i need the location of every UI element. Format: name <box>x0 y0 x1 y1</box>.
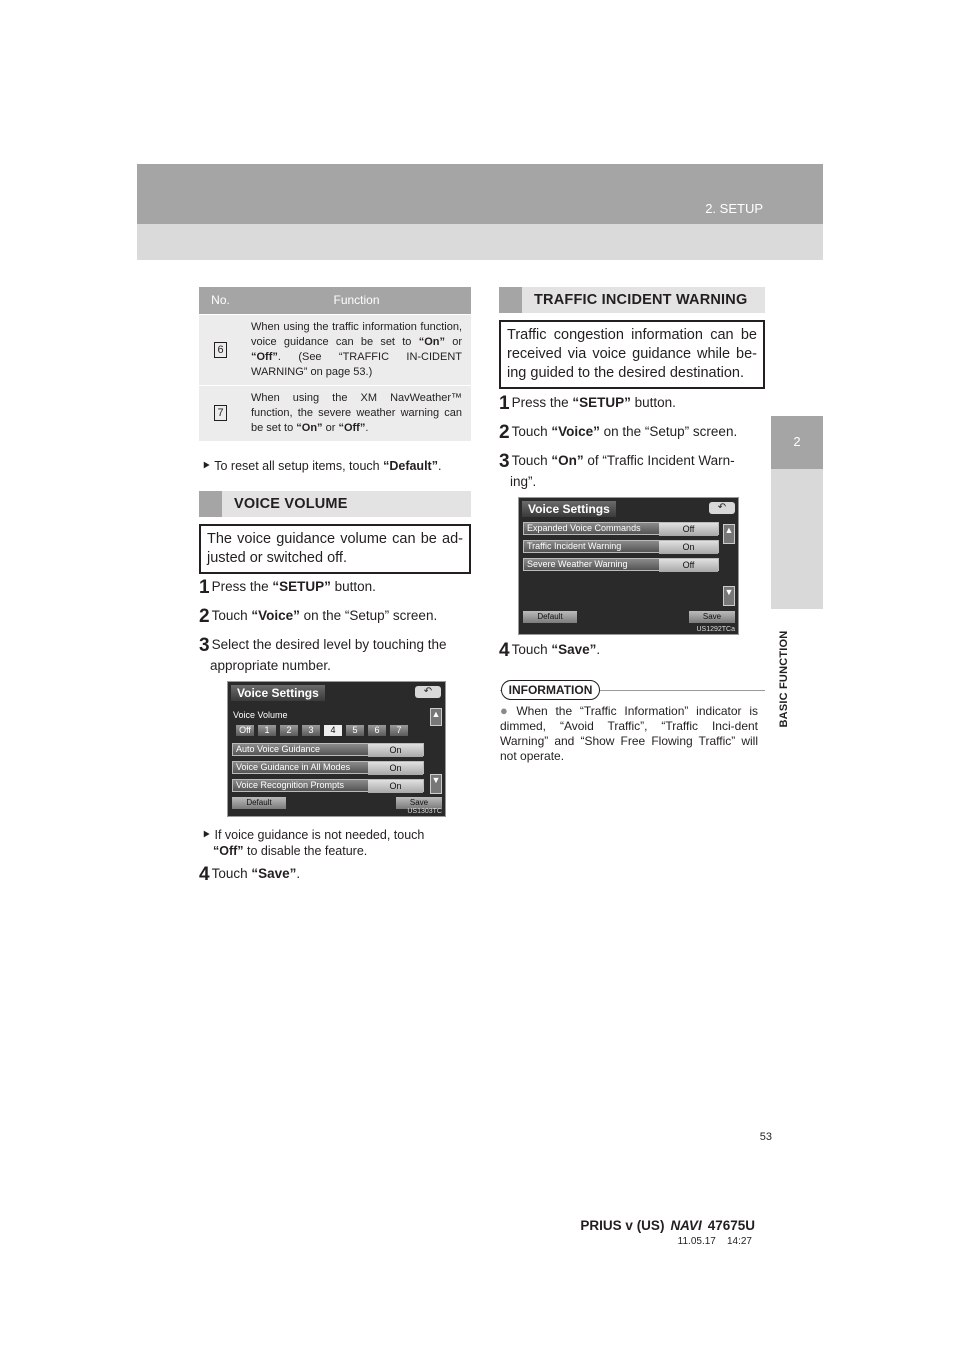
table-header-function: Function <box>242 287 471 314</box>
expanded-voice-commands-row[interactable]: Expanded Voice Commands <box>523 522 719 535</box>
header-subband <box>137 224 823 260</box>
chapter-number-tab: 2 <box>771 416 823 469</box>
row-number-badge: 7 <box>214 405 227 421</box>
voice-settings-screen-traffic <box>518 497 739 635</box>
screen-code: US1303TC <box>407 808 442 815</box>
traffic-warning-intro: Traffic congestion information can be received via voice guidance while be-ing guided to the desired destination. <box>499 320 765 389</box>
table-cell-function: When using the XM NavWeather™ function, the severe weather warning can be set to “On” or “Off”. <box>242 385 471 441</box>
back-button[interactable]: ↶ <box>709 502 735 514</box>
table-row <box>199 385 471 441</box>
save-button[interactable]: Save <box>689 611 735 623</box>
severe-weather-warning-row[interactable]: Severe Weather Warning <box>523 558 719 571</box>
level-5-button[interactable]: 5 <box>346 725 364 736</box>
scroll-up-button[interactable]: ▲ <box>723 524 735 544</box>
level-1-button[interactable]: 1 <box>258 725 276 736</box>
level-7-button[interactable]: 7 <box>390 725 408 736</box>
voice-guidance-all-modes-value[interactable]: On <box>368 762 423 775</box>
tw-step-4: 4 Touch “Save”. <box>499 640 601 661</box>
back-button[interactable]: ↶ <box>415 686 441 698</box>
scroll-up-button[interactable]: ▲ <box>430 708 442 726</box>
level-2-button[interactable]: 2 <box>280 725 298 736</box>
voice-recognition-prompts-value[interactable]: On <box>368 780 423 793</box>
table-row <box>199 314 471 385</box>
table-cell-function: When using the traffic information function, voice guidance can be set to “On” or “Off”. (See “TRAFFIC IN-CIDENT WARNING” on page 53.) <box>242 314 471 385</box>
table-header-no: No. <box>199 287 242 314</box>
function-table <box>199 287 471 441</box>
information-tab: INFORMATION <box>501 680 600 700</box>
scroll-down-button[interactable]: ▼ <box>430 774 442 794</box>
voice-volume-intro: The voice guidance volume can be ad-justed or switched off. <box>199 524 471 574</box>
auto-voice-guidance-value[interactable]: On <box>368 744 423 757</box>
voice-off-note: ⯈ If voice guidance is not needed, touch “Off” to disable the feature. <box>201 828 425 858</box>
page-number: 53 <box>759 1131 772 1143</box>
save-button[interactable]: Save <box>396 797 442 809</box>
traffic-warning-heading: TRAFFIC INCIDENT WARNING <box>499 287 765 313</box>
voice-guidance-all-modes-row[interactable]: Voice Guidance in All Modes <box>232 761 424 774</box>
expanded-voice-commands-value[interactable]: Off <box>659 523 718 536</box>
voice-recognition-prompts-row[interactable]: Voice Recognition Prompts <box>232 779 424 792</box>
default-button[interactable]: Default <box>232 797 286 809</box>
tw-step-2: 2 Touch “Voice” on the “Setup” screen. <box>499 422 738 443</box>
vv-step-4: 4 Touch “Save”. <box>199 864 301 885</box>
chapter-side-tab <box>771 469 823 609</box>
screen-code: US1292TCa <box>696 626 735 633</box>
row-number-badge: 6 <box>214 342 227 358</box>
traffic-incident-warning-value[interactable]: On <box>659 541 718 554</box>
voice-volume-heading: VOICE VOLUME <box>199 491 471 517</box>
reset-note: ⯈ To reset all setup items, touch “Default”. <box>201 459 442 473</box>
chapter-label: BASIC FUNCTION <box>778 630 790 728</box>
auto-voice-guidance-row[interactable]: Auto Voice Guidance <box>232 743 424 756</box>
screen-title: Voice Settings <box>522 501 616 517</box>
tw-step-1: 1 Press the “SETUP” button. <box>499 393 676 414</box>
level-off-button[interactable]: Off <box>236 725 254 736</box>
scroll-down-button[interactable]: ▼ <box>723 586 735 606</box>
severe-weather-warning-value[interactable]: Off <box>659 559 718 572</box>
header-band <box>137 164 823 224</box>
screen-title: Voice Settings <box>231 685 325 701</box>
level-3-button[interactable]: 3 <box>302 725 320 736</box>
footer-model: PRIUS v (US) NAVI 47675U <box>580 1218 755 1233</box>
level-4-button[interactable]: 4 <box>324 725 342 736</box>
bullet-icon: ● <box>500 703 513 718</box>
vv-step-3: 3 Select the desired level by touching the appropriate number. <box>199 635 447 673</box>
vv-step-1: 1 Press the “SETUP” button. <box>199 577 376 598</box>
tw-step-3: 3 Touch “On” of “Traffic Incident Warn- ing”. <box>499 451 735 489</box>
section-title: 2. SETUP <box>705 201 763 216</box>
default-button[interactable]: Default <box>523 611 577 623</box>
footer-timestamp: 11.05.17 14:27 <box>677 1236 752 1247</box>
level-6-button[interactable]: 6 <box>368 725 386 736</box>
traffic-incident-warning-row[interactable]: Traffic Incident Warning <box>523 540 719 553</box>
voice-volume-label: Voice Volume <box>233 710 288 720</box>
voice-settings-screen <box>227 681 446 817</box>
information-text: ● When the “Traffic Information” indicator is dimmed, “Avoid Traffic”, “Traffic Inci-dent Warning” and “Show Free Flowing Traffic” will not operate. <box>500 703 758 763</box>
vv-step-2: 2 Touch “Voice” on the “Setup” screen. <box>199 606 438 627</box>
